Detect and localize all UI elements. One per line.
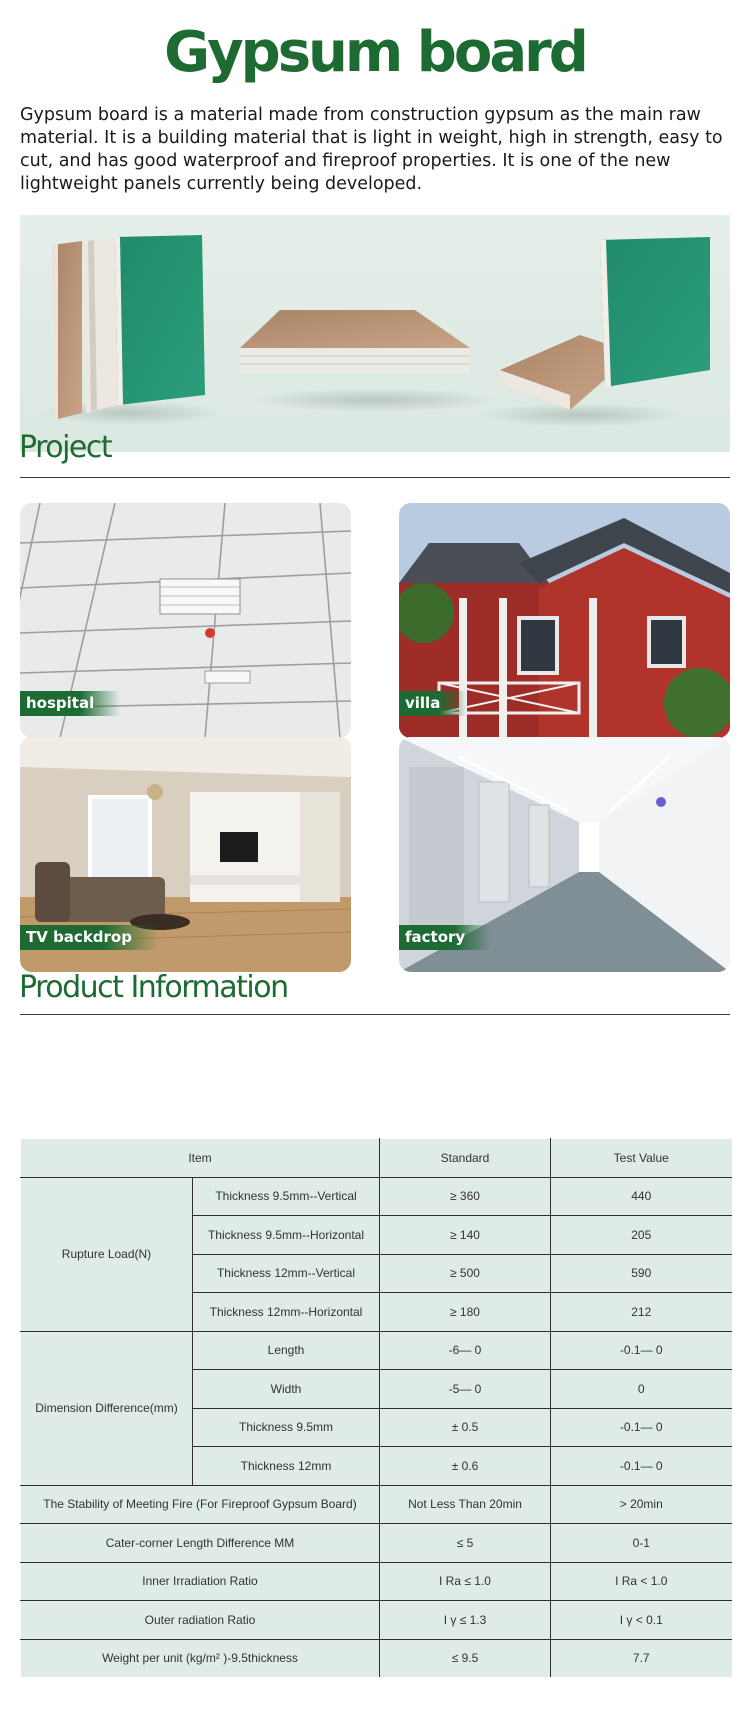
col-header-standard: Standard (380, 1139, 551, 1178)
item-cell: Thickness 12mm--Vertical (193, 1254, 380, 1293)
item-cell: Width (193, 1370, 380, 1409)
col-header-item: Item (21, 1139, 380, 1178)
product-info-heading: Product Information (19, 970, 288, 1005)
test-value-cell: 0-1 (551, 1524, 732, 1563)
table-row (21, 1601, 732, 1640)
table-header-row (21, 1139, 732, 1178)
standard-cell: ≥ 180 (380, 1293, 551, 1332)
test-value-cell: 440 (551, 1177, 732, 1216)
standard-cell: ≥ 140 (380, 1216, 551, 1255)
test-value-cell: 590 (551, 1254, 732, 1293)
item-cell: Thickness 12mm (193, 1447, 380, 1486)
project-heading: Project (19, 430, 112, 465)
test-value-cell: > 20min (551, 1485, 732, 1524)
card-label-hospital: hospital (20, 691, 120, 716)
table-row (21, 1639, 732, 1677)
test-value-cell: I γ < 0.1 (551, 1601, 732, 1640)
table-row (21, 1177, 732, 1216)
group-name: Dimension Difference(mm) (21, 1331, 193, 1485)
page-title: Gypsum board (164, 20, 586, 85)
test-value-cell: -0.1— 0 (551, 1331, 732, 1370)
item-cell: The Stability of Meeting Fire (For Fireproof Gypsum Board) (21, 1485, 380, 1524)
test-value-cell: -0.1— 0 (551, 1447, 732, 1486)
standard-cell: ± 0.6 (380, 1447, 551, 1486)
test-value-cell: 205 (551, 1216, 732, 1255)
item-cell: Thickness 9.5mm--Vertical (193, 1177, 380, 1216)
standard-cell: I Ra ≤ 1.0 (380, 1562, 551, 1601)
item-cell: Thickness 9.5mm (193, 1408, 380, 1447)
item-cell: Weight per unit (kg/m² )-9.5thickness (21, 1639, 380, 1677)
product-info-divider (20, 1014, 730, 1015)
spec-table (20, 1138, 732, 1677)
item-cell: Inner Irradiation Ratio (21, 1562, 380, 1601)
item-cell: Outer radiation Ratio (21, 1601, 380, 1640)
standard-cell: ≥ 360 (380, 1177, 551, 1216)
table-row (21, 1331, 732, 1370)
standard-cell: -5— 0 (380, 1370, 551, 1409)
standard-cell: -6— 0 (380, 1331, 551, 1370)
col-header-test-value: Test Value (551, 1139, 732, 1178)
card-label-villa: villa (399, 691, 466, 716)
project-card-tv-backdrop (20, 737, 351, 972)
item-cell: Thickness 12mm--Horizontal (193, 1293, 380, 1332)
project-card-factory (399, 737, 730, 972)
card-label-factory: factory (399, 925, 491, 950)
standard-cell: Not Less Than 20min (380, 1485, 551, 1524)
project-card-villa (399, 503, 730, 738)
table-row (21, 1524, 732, 1563)
intro-paragraph: Gypsum board is a material made from construction gypsum as the main raw material. It is a building material that is light in weight, high in strength, easy to cut, and has good waterproof and fireproof properties. It is one of the new lightweight panels currently being developed. (20, 105, 723, 194)
standard-cell: ≤ 5 (380, 1524, 551, 1563)
standard-cell: ≥ 500 (380, 1254, 551, 1293)
test-value-cell: I Ra < 1.0 (551, 1562, 732, 1601)
item-cell: Cater-corner Length Difference MM (21, 1524, 380, 1563)
standard-cell: I γ ≤ 1.3 (380, 1601, 551, 1640)
test-value-cell: 7.7 (551, 1639, 732, 1677)
table-row (21, 1485, 732, 1524)
test-value-cell: -0.1— 0 (551, 1408, 732, 1447)
standard-cell: ± 0.5 (380, 1408, 551, 1447)
test-value-cell: 0 (551, 1370, 732, 1409)
item-cell: Thickness 9.5mm--Horizontal (193, 1216, 380, 1255)
standard-cell: ≤ 9.5 (380, 1639, 551, 1677)
project-divider (20, 477, 730, 478)
card-label-tv-backdrop: TV backdrop (20, 925, 158, 950)
project-card-hospital (20, 503, 351, 738)
item-cell: Length (193, 1331, 380, 1370)
gypsum-board-product-image (20, 215, 730, 452)
table-row (21, 1562, 732, 1601)
test-value-cell: 212 (551, 1293, 732, 1332)
group-name: Rupture Load(N) (21, 1177, 193, 1331)
